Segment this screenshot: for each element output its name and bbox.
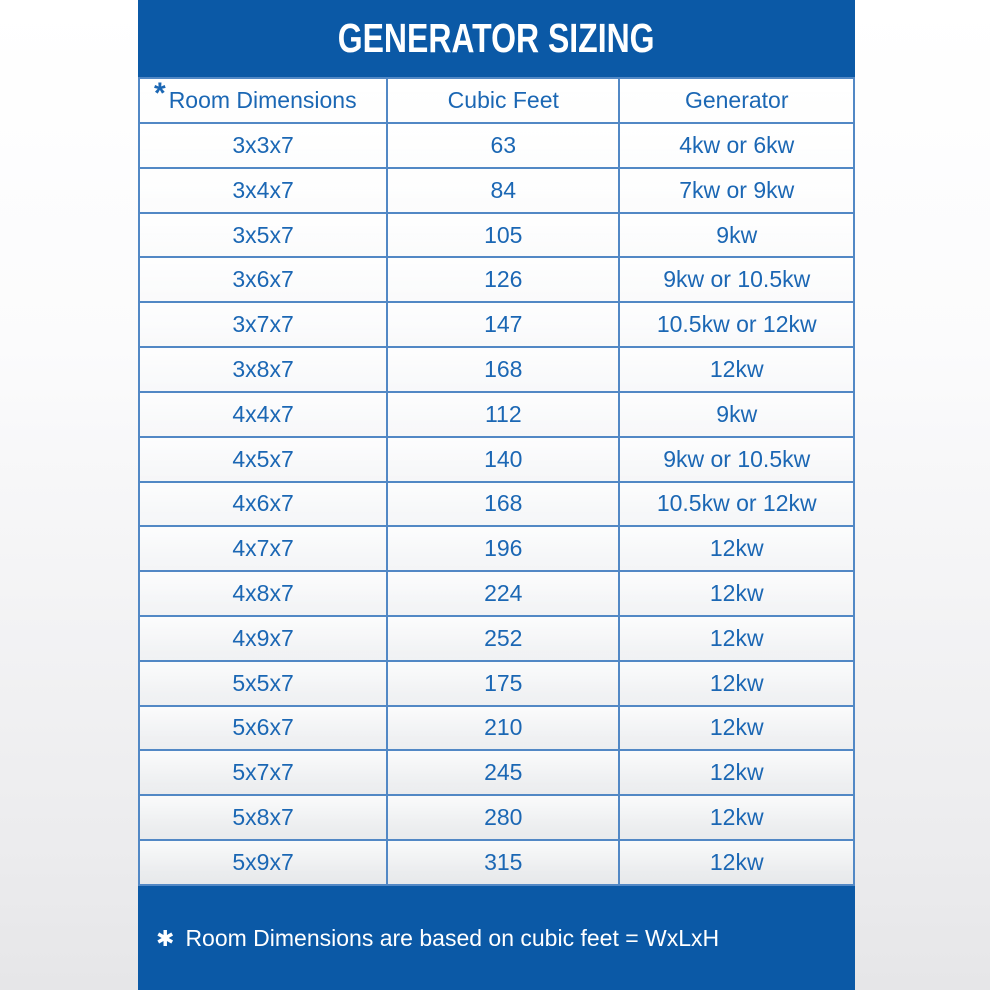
cubic-feet-cell: 252 — [387, 616, 619, 661]
cubic-feet-cell: 245 — [387, 750, 619, 795]
cubic-feet-cell: 315 — [387, 840, 619, 885]
cubic-feet-cell: 105 — [387, 213, 619, 258]
cubic-feet-cell: 175 — [387, 661, 619, 706]
page-title: GENERATOR SIZING — [338, 15, 655, 61]
column-header-room-dimensions — [139, 78, 387, 123]
cubic-feet-cell: 280 — [387, 795, 619, 840]
table-row — [139, 257, 854, 302]
cubic-feet-cell: 126 — [387, 257, 619, 302]
room-dimensions-cell: 3x7x7 — [139, 302, 387, 347]
generator-cell: 12kw — [619, 840, 854, 885]
column-header-cubic-feet: Cubic Feet — [387, 78, 619, 123]
cubic-feet-cell: 140 — [387, 437, 619, 482]
room-dimensions-cell: 3x6x7 — [139, 257, 387, 302]
sizing-table — [138, 77, 855, 886]
cubic-feet-cell: 147 — [387, 302, 619, 347]
table-row — [139, 795, 854, 840]
generator-sizing-panel — [138, 0, 855, 990]
cubic-feet-cell: 112 — [387, 392, 619, 437]
room-dimensions-cell: 3x5x7 — [139, 213, 387, 258]
cubic-feet-cell: 224 — [387, 571, 619, 616]
generator-cell: 12kw — [619, 347, 854, 392]
generator-cell: 9kw — [619, 213, 854, 258]
table-row — [139, 123, 854, 168]
generator-cell: 12kw — [619, 795, 854, 840]
room-dimensions-cell: 5x5x7 — [139, 661, 387, 706]
sizing-table-wrap — [138, 77, 855, 886]
generator-cell: 9kw — [619, 392, 854, 437]
room-dimensions-cell: 5x8x7 — [139, 795, 387, 840]
generator-cell: 10.5kw or 12kw — [619, 482, 854, 527]
room-dimensions-cell: 5x6x7 — [139, 706, 387, 751]
title-band — [138, 0, 855, 77]
table-row — [139, 213, 854, 258]
room-dimensions-cell: 4x8x7 — [139, 571, 387, 616]
table-row — [139, 616, 854, 661]
table-row — [139, 347, 854, 392]
table-row — [139, 168, 854, 213]
column-header-room-label: Room Dimensions — [168, 87, 357, 113]
generator-cell: 9kw or 10.5kw — [619, 437, 854, 482]
generator-cell: 4kw or 6kw — [619, 123, 854, 168]
cubic-feet-cell: 168 — [387, 347, 619, 392]
table-row — [139, 706, 854, 751]
table-row — [139, 750, 854, 795]
generator-cell: 7kw or 9kw — [619, 168, 854, 213]
room-dimensions-cell: 5x7x7 — [139, 750, 387, 795]
cubic-feet-cell: 196 — [387, 526, 619, 571]
generator-cell: 12kw — [619, 750, 854, 795]
room-dimensions-cell: 4x7x7 — [139, 526, 387, 571]
cubic-feet-cell: 84 — [387, 168, 619, 213]
table-row — [139, 571, 854, 616]
generator-cell: 9kw or 10.5kw — [619, 257, 854, 302]
table-body — [139, 123, 854, 885]
generator-cell: 12kw — [619, 526, 854, 571]
room-dimensions-cell: 3x4x7 — [139, 168, 387, 213]
footnote-band — [138, 886, 855, 990]
table-row — [139, 302, 854, 347]
room-dimensions-cell: 4x4x7 — [139, 392, 387, 437]
cubic-feet-cell: 210 — [387, 706, 619, 751]
generator-cell: 12kw — [619, 661, 854, 706]
generator-cell: 12kw — [619, 616, 854, 661]
table-row — [139, 661, 854, 706]
table-row — [139, 392, 854, 437]
generator-cell: 12kw — [619, 706, 854, 751]
footnote-asterisk-icon: ✱ — [156, 926, 175, 952]
cubic-feet-cell: 168 — [387, 482, 619, 527]
column-header-generator: Generator — [619, 78, 854, 123]
table-row — [139, 482, 854, 527]
room-dimensions-cell: 4x9x7 — [139, 616, 387, 661]
table-header-row — [139, 78, 854, 123]
cubic-feet-cell: 63 — [387, 123, 619, 168]
room-dimensions-cell: 5x9x7 — [139, 840, 387, 885]
footnote-text: Room Dimensions are based on cubic feet = WxLxH — [185, 924, 720, 951]
generator-cell: 10.5kw or 12kw — [619, 302, 854, 347]
table-row — [139, 840, 854, 885]
table-row — [139, 526, 854, 571]
table-row — [139, 437, 854, 482]
room-dimensions-cell: 4x5x7 — [139, 437, 387, 482]
asterisk-marker: * — [154, 77, 166, 110]
room-dimensions-cell: 3x3x7 — [139, 123, 387, 168]
room-dimensions-cell: 4x6x7 — [139, 482, 387, 527]
room-dimensions-cell: 3x8x7 — [139, 347, 387, 392]
generator-cell: 12kw — [619, 571, 854, 616]
